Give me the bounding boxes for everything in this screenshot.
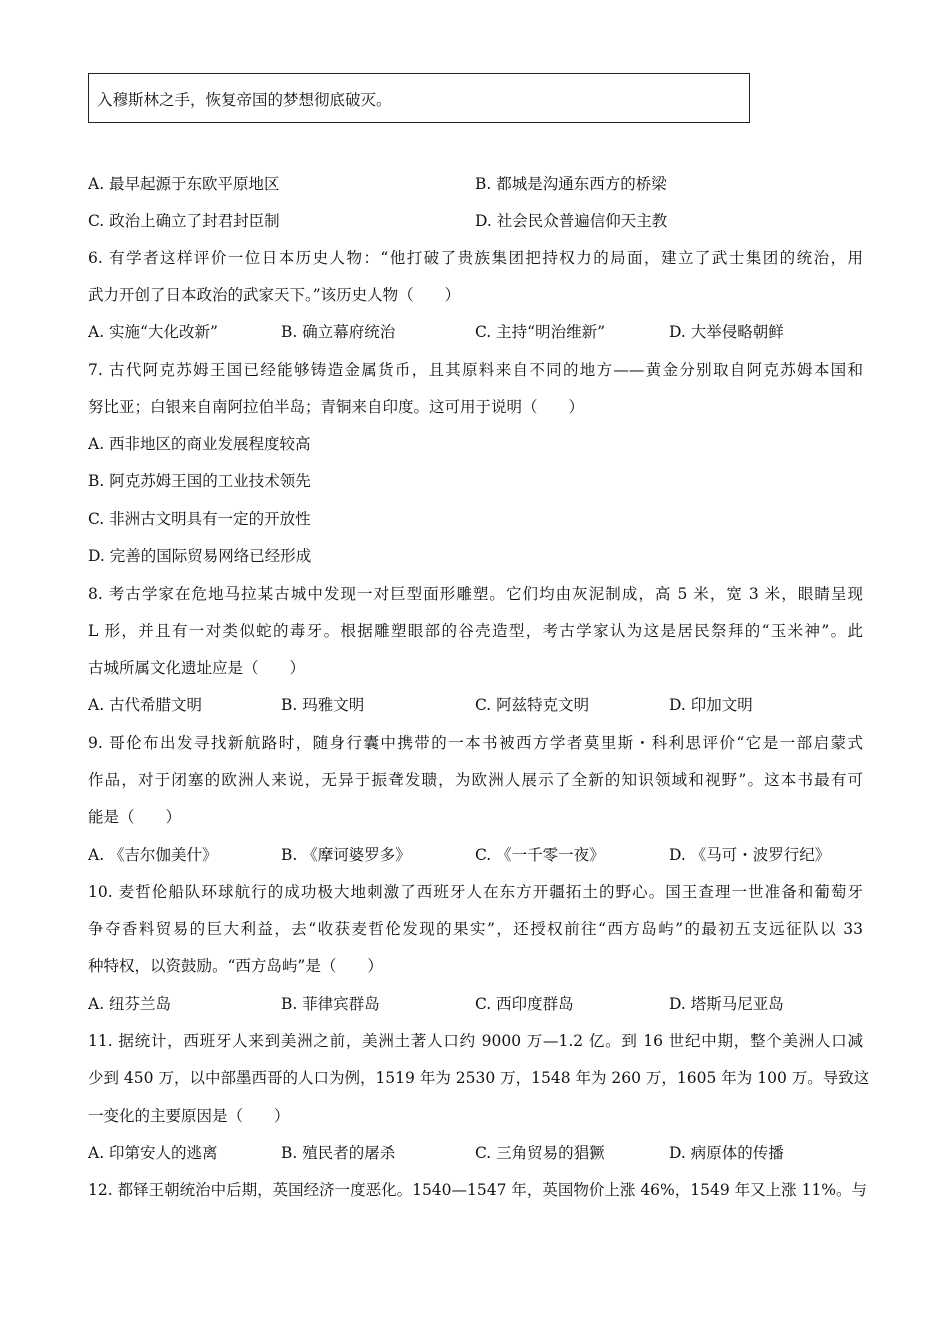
q11-stem-line-3: 一变化的主要原因是（ ） xyxy=(88,1107,290,1125)
q8-option-c: C. 阿兹特克文明 xyxy=(475,696,590,714)
q7-option-a: A. 西非地区的商业发展程度较高 xyxy=(88,435,311,453)
q10-option-a: A. 纽芬兰岛 xyxy=(88,995,172,1013)
q5-option-a: A. 最早起源于东欧平原地区 xyxy=(88,175,280,193)
q8-stem-line-3: 古城所属文化遗址应是（ ） xyxy=(88,659,306,677)
q6-option-d: D. 大举侵略朝鲜 xyxy=(669,323,784,341)
q9-option-a: A. 《吉尔伽美什》 xyxy=(88,846,218,864)
q6-stem-line-1: 6. 有学者这样评价一位日本历史人物：“他打破了贵族集团把持权力的局面，建立了武士集团的统治，用 xyxy=(88,249,863,267)
q12-stem-line-1: 12. 都铎王朝统治中后期，英国经济一度恶化。1540—1547 年，英国物价上涨 46%，1549 年又上涨 11%。与 xyxy=(88,1181,868,1199)
q10-option-b: B. 菲律宾群岛 xyxy=(281,995,380,1013)
q6-stem-line-2: 武力开创了日本政治的武家天下。”该历史人物（ ） xyxy=(88,286,461,304)
q9-stem-line-2: 作品，对于闭塞的欧洲人来说，无异于振聋发聩，为欧洲人展示了全新的知识领域和视野”。这本书最有可 xyxy=(88,771,863,789)
q7-stem-line-2: 努比亚；白银来自南阿拉伯半岛；青铜来自印度。这可用于说明（ ） xyxy=(88,398,585,416)
q9-option-d: D. 《马可・波罗行纪》 xyxy=(669,846,831,864)
q11-option-a: A. 印第安人的逃离 xyxy=(88,1144,218,1162)
q8-option-a: A. 古代希腊文明 xyxy=(88,696,203,714)
q10-option-d: D. 塔斯马尼亚岛 xyxy=(669,995,784,1013)
q7-option-b: B. 阿克苏姆王国的工业技术领先 xyxy=(88,472,311,490)
q11-option-c: C. 三角贸易的猖獗 xyxy=(475,1144,605,1162)
q5-option-c: C. 政治上确立了封君封臣制 xyxy=(88,212,280,230)
q5-option-d: D. 社会民众普遍信仰天主教 xyxy=(475,212,668,230)
q5-option-b: B. 都城是沟通东西方的桥梁 xyxy=(475,175,667,193)
q10-stem-line-1: 10. 麦哲伦船队环球航行的成功极大地刺激了西班牙人在东方开疆拓土的野心。国王查理一世准备和葡萄牙 xyxy=(88,883,863,901)
q9-stem-line-1: 9. 哥伦布出发寻找新航路时，随身行囊中携带的一本书被西方学者莫里斯・科利思评价“它是一部启蒙式 xyxy=(88,734,863,752)
q11-stem-line-2: 少到 450 万，以中部墨西哥的人口为例，1519 年为 2530 万，1548 年为 260 万，1605 年为 100 万。导致这 xyxy=(88,1069,870,1087)
q8-option-b: B. 玛雅文明 xyxy=(281,696,365,714)
q11-option-b: B. 殖民者的屠杀 xyxy=(281,1144,396,1162)
q7-option-d: D. 完善的国际贸易网络已经形成 xyxy=(88,547,312,565)
passage-box xyxy=(88,73,750,123)
q6-option-b: B. 确立幕府统治 xyxy=(281,323,396,341)
q6-option-a: A. 实施“大化改新” xyxy=(88,323,218,341)
q8-stem-line-1: 8. 考古学家在危地马拉某古城中发现一对巨型面形雕塑。它们均由灰泥制成，高 5 米，宽 3 米，眼睛呈现 xyxy=(88,585,863,603)
passage-text: 入穆斯林之手，恢复帝国的梦想彻底破灭。 xyxy=(97,91,392,109)
q6-option-c: C. 主持“明治维新” xyxy=(475,323,606,341)
q7-stem-line-1: 7. 古代阿克苏姆王国已经能够铸造金属货币，且其原料来自不同的地方——黄金分别取自阿克苏姆本国和 xyxy=(88,361,863,379)
q7-option-c: C. 非洲古文明具有一定的开放性 xyxy=(88,510,311,528)
q8-option-d: D. 印加文明 xyxy=(669,696,753,714)
q9-option-b: B. 《摩诃婆罗多》 xyxy=(281,846,411,864)
q10-stem-line-2: 争夺香料贸易的巨大利益，去“收获麦哲伦发现的果实”，还授权前往“西方岛屿”的最初五支远征队以 33 xyxy=(88,920,863,938)
q11-option-d: D. 病原体的传播 xyxy=(669,1144,784,1162)
q9-stem-line-3: 能是（ ） xyxy=(88,808,182,826)
q9-option-c: C. 《一千零一夜》 xyxy=(475,846,605,864)
q10-stem-line-3: 种特权，以资鼓励。“西方岛屿”是（ ） xyxy=(88,957,383,975)
q10-option-c: C. 西印度群岛 xyxy=(475,995,574,1013)
q11-stem-line-1: 11. 据统计，西班牙人来到美洲之前，美洲土著人口约 9000 万—1.2 亿。到 16 世纪中期，整个美洲人口减 xyxy=(88,1032,863,1050)
q8-stem-line-2: L 形，并且有一对类似蛇的毒牙。根据雕塑眼部的谷壳造型，考古学家认为这是居民祭拜的“玉米神”。此 xyxy=(88,622,863,640)
